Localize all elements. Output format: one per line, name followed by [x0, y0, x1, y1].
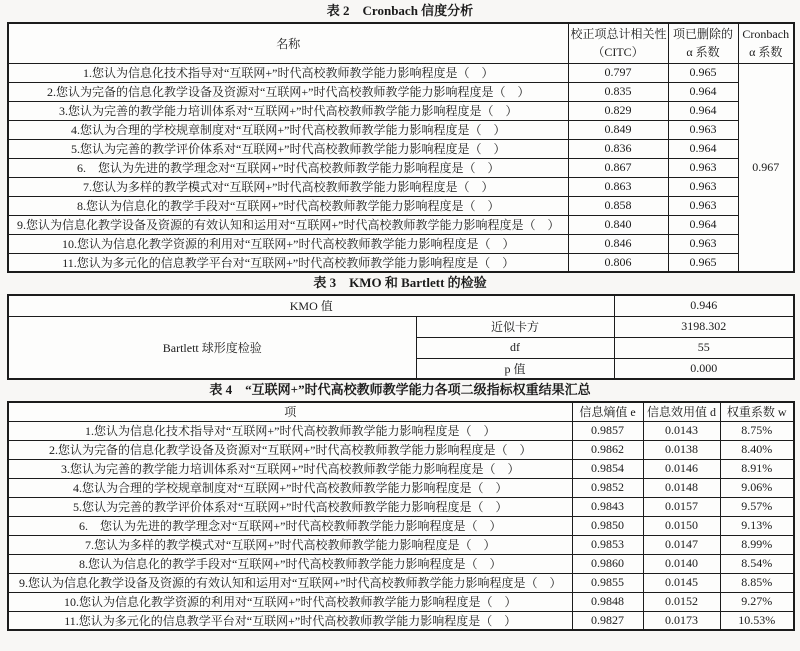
kmo-row: [8, 295, 794, 316]
utility-value: 0.0148: [643, 478, 720, 497]
alpha-if-deleted-value: 0.963: [668, 177, 738, 196]
entropy-weight-table: [7, 401, 795, 631]
header-alpha-if-deleted: [668, 23, 738, 63]
header-alpha-if-deleted-line1: 项已删除的: [672, 27, 733, 42]
citc-value: 0.858: [568, 196, 668, 215]
stat-label: 近似卡方: [416, 316, 614, 337]
header-name: 名称: [8, 23, 568, 63]
header-citc-line1: 校正项总计相关性: [570, 27, 667, 42]
alpha-if-deleted-value: 0.964: [668, 101, 738, 120]
question-cell: 7.您认为多样的教学模式对“互联网+”时代高校教师教学能力影响程度是（ ）: [8, 535, 572, 554]
citc-value: 0.849: [568, 120, 668, 139]
entropy-value: 0.9848: [572, 592, 643, 611]
alpha-if-deleted-value: 0.964: [668, 82, 738, 101]
question-cell: 5.您认为完善的教学评价体系对“互联网+”时代高校教师教学能力影响程度是（ ）: [8, 139, 568, 158]
utility-value: 0.0146: [643, 459, 720, 478]
question-cell: 2.您认为完备的信息化教学设备及资源对“互联网+”时代高校教师教学能力影响程度是（ ）: [8, 440, 572, 459]
question-cell: 6. 您认为先进的教学理念对“互联网+”时代高校教师教学能力影响程度是（ ）: [8, 158, 568, 177]
table-row: [8, 440, 794, 459]
citc-value: 0.840: [568, 215, 668, 234]
question-cell: 2.您认为完备的信息化教学设备及资源对“互联网+”时代高校教师教学能力影响程度是（ ）: [8, 82, 568, 101]
question-cell: 9.您认为信息化教学设备及资源的有效认知和运用对“互联网+”时代高校教师教学能力影响程度是（ ）: [8, 573, 572, 592]
weight-value: 8.85%: [720, 573, 794, 592]
table-row: [8, 82, 794, 101]
table-row: [8, 421, 794, 440]
table-row: [8, 573, 794, 592]
table-row: [8, 253, 794, 272]
alpha-if-deleted-value: 0.963: [668, 234, 738, 253]
utility-value: 0.0147: [643, 535, 720, 554]
utility-value: 0.0145: [643, 573, 720, 592]
table-row: [8, 497, 794, 516]
entropy-value: 0.9852: [572, 478, 643, 497]
utility-value: 0.0143: [643, 421, 720, 440]
table-header-row: [8, 402, 794, 421]
header-item: 项: [8, 402, 572, 421]
weight-value: 9.27%: [720, 592, 794, 611]
weight-value: 8.91%: [720, 459, 794, 478]
question-cell: 1.您认为信息化技术指导对“互联网+”时代高校教师教学能力影响程度是（ ）: [8, 63, 568, 82]
question-cell: 3.您认为完善的教学能力培训体系对“互联网+”时代高校教师教学能力影响程度是（ ）: [8, 459, 572, 478]
stat-label: p 值: [416, 358, 614, 379]
citc-value: 0.863: [568, 177, 668, 196]
weight-value: 9.13%: [720, 516, 794, 535]
question-cell: 8.您认为信息化的教学手段对“互联网+”时代高校教师教学能力影响程度是（ ）: [8, 196, 568, 215]
table-row: [8, 120, 794, 139]
table3-title: 表 3 KMO 和 Bartlett 的检验: [313, 275, 487, 290]
question-cell: 9.您认为信息化教学设备及资源的有效认知和运用对“互联网+”时代高校教师教学能力影响程度是（ ）: [8, 215, 568, 234]
cronbach-reliability-table: [7, 22, 795, 273]
citc-value: 0.835: [568, 82, 668, 101]
table-row: [8, 196, 794, 215]
stat-value: 55: [614, 337, 794, 358]
question-cell: 1.您认为信息化技术指导对“互联网+”时代高校教师教学能力影响程度是（ ）: [8, 421, 572, 440]
header-alpha-if-deleted-line2: α 系数: [686, 45, 720, 60]
entropy-value: 0.9860: [572, 554, 643, 573]
table-row: [8, 478, 794, 497]
citc-value: 0.846: [568, 234, 668, 253]
citc-value: 0.836: [568, 139, 668, 158]
table-row: [8, 215, 794, 234]
entropy-value: 0.9854: [572, 459, 643, 478]
header-weight: 权重系数 w: [720, 402, 794, 421]
question-cell: 11.您认为多元化的信息教学平台对“互联网+”时代高校教师教学能力影响程度是（ ）: [8, 611, 572, 630]
alpha-if-deleted-value: 0.963: [668, 196, 738, 215]
question-cell: 4.您认为合理的学校规章制度对“互联网+”时代高校教师教学能力影响程度是（ ）: [8, 478, 572, 497]
weight-value: 10.53%: [720, 611, 794, 630]
weight-value: 9.57%: [720, 497, 794, 516]
weight-value: 8.99%: [720, 535, 794, 554]
bartlett-row: [8, 316, 794, 337]
weight-value: 8.40%: [720, 440, 794, 459]
table-row: [8, 535, 794, 554]
entropy-value: 0.9862: [572, 440, 643, 459]
utility-value: 0.0157: [643, 497, 720, 516]
utility-value: 0.0140: [643, 554, 720, 573]
question-cell: 10.您认为信息化教学资源的利用对“互联网+”时代高校教师教学能力影响程度是（ ）: [8, 592, 572, 611]
question-cell: 10.您认为信息化教学资源的利用对“互联网+”时代高校教师教学能力影响程度是（ ）: [8, 234, 568, 253]
entropy-value: 0.9843: [572, 497, 643, 516]
alpha-if-deleted-value: 0.965: [668, 253, 738, 272]
alpha-if-deleted-value: 0.964: [668, 215, 738, 234]
alpha-if-deleted-value: 0.964: [668, 139, 738, 158]
weight-value: 9.06%: [720, 478, 794, 497]
question-cell: 3.您认为完善的教学能力培训体系对“互联网+”时代高校教师教学能力影响程度是（ ）: [8, 101, 568, 120]
table4-title: 表 4 “互联网+”时代高校教师教学能力各项二级指标权重结果汇总: [209, 382, 591, 397]
kmo-bartlett-table: [7, 294, 795, 380]
utility-value: 0.0152: [643, 592, 720, 611]
table-row: [8, 459, 794, 478]
citc-value: 0.806: [568, 253, 668, 272]
citc-value: 0.829: [568, 101, 668, 120]
table-row: [8, 554, 794, 573]
question-cell: 5.您认为完善的教学评价体系对“互联网+”时代高校教师教学能力影响程度是（ ）: [8, 497, 572, 516]
header-entropy: 信息熵值 e: [572, 402, 643, 421]
stat-value: 0.000: [614, 358, 794, 379]
table-row: [8, 516, 794, 535]
header-citc: [568, 23, 668, 63]
table-row: [8, 101, 794, 120]
table-row: [8, 63, 794, 82]
entropy-value: 0.9853: [572, 535, 643, 554]
entropy-value: 0.9857: [572, 421, 643, 440]
stat-label: df: [416, 337, 614, 358]
entropy-value: 0.9850: [572, 516, 643, 535]
citc-value: 0.867: [568, 158, 668, 177]
kmo-value: 0.946: [614, 295, 794, 316]
entropy-value: 0.9827: [572, 611, 643, 630]
header-cronbach-alpha: [738, 23, 794, 63]
header-citc-line2: （CITC）: [592, 45, 644, 60]
alpha-if-deleted-value: 0.965: [668, 63, 738, 82]
question-cell: 6. 您认为先进的教学理念对“互联网+”时代高校教师教学能力影响程度是（ ）: [8, 516, 572, 535]
utility-value: 0.0173: [643, 611, 720, 630]
stat-value: 3198.302: [614, 316, 794, 337]
header-cronbach-line2: α 系数: [749, 45, 783, 60]
cronbach-alpha-value: 0.967: [738, 63, 794, 272]
table-row: [8, 611, 794, 630]
header-cronbach-line1: Cronbach: [742, 27, 790, 42]
alpha-if-deleted-value: 0.963: [668, 120, 738, 139]
question-cell: 11.您认为多元化的信息教学平台对“互联网+”时代高校教师教学能力影响程度是（ ）: [8, 253, 568, 272]
entropy-value: 0.9855: [572, 573, 643, 592]
citc-value: 0.797: [568, 63, 668, 82]
question-cell: 4.您认为合理的学校规章制度对“互联网+”时代高校教师教学能力影响程度是（ ）: [8, 120, 568, 139]
utility-value: 0.0150: [643, 516, 720, 535]
table-row: [8, 177, 794, 196]
table2-title: 表 2 Cronbach 信度分析: [326, 3, 474, 18]
weight-value: 8.75%: [720, 421, 794, 440]
kmo-label: KMO 值: [8, 295, 614, 316]
alpha-if-deleted-value: 0.963: [668, 158, 738, 177]
utility-value: 0.0138: [643, 440, 720, 459]
header-utility: 信息效用值 d: [643, 402, 720, 421]
question-cell: 7.您认为多样的教学模式对“互联网+”时代高校教师教学能力影响程度是（ ）: [8, 177, 568, 196]
table-row: [8, 592, 794, 611]
table-header-row: [8, 23, 794, 63]
table-row: [8, 139, 794, 158]
bartlett-label: Bartlett 球形度检验: [8, 316, 416, 379]
weight-value: 8.54%: [720, 554, 794, 573]
question-cell: 8.您认为信息化的教学手段对“互联网+”时代高校教师教学能力影响程度是（ ）: [8, 554, 572, 573]
table-row: [8, 158, 794, 177]
table-row: [8, 234, 794, 253]
